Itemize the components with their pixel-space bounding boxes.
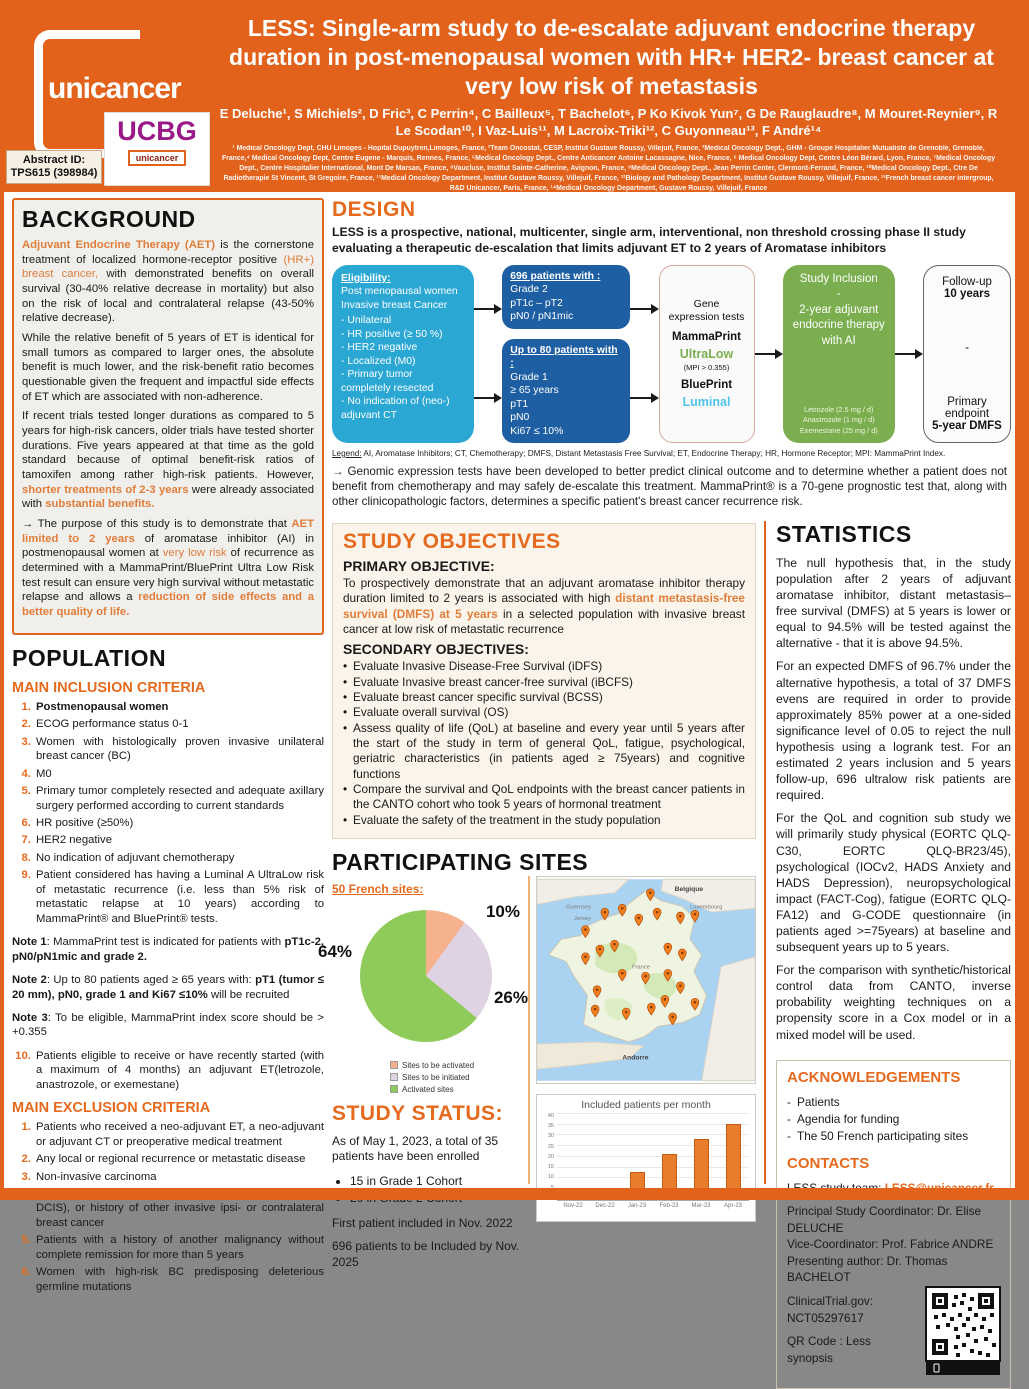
gene-tests-label: Gene expression tests [668,297,745,324]
followup-label: Follow-up [942,275,992,288]
left-column [12,198,325,1293]
map-pin-dot [603,911,606,914]
dash: - [965,341,969,354]
map-pin-dot [621,972,624,975]
list-item: 6. HR positive (≥50%) [34,816,324,830]
study-inclusion-text [792,272,886,350]
bar-chart-bars [557,1113,749,1200]
map-pin-dot [649,891,652,894]
map-pin-dot [694,913,697,916]
unicancer-logo-text: unicancer [48,72,181,105]
statistics-paragraph: For the QoL and cognition sub study we will primarily study physical (EORTC QLQ-C30, EORTC QLQ-BR23/45), psychological (IOCv2, HADS Anxiety and HADS Depression), neuropsychological impact (FACT-Cog), fatigue (EORTC QLQ-FA12) and G-CODE questionnaire (in patients aged >=75years) at baseline and subsequent years up to 5 years. [776,811,1011,955]
map-pin-dot [666,972,669,975]
flow-arrows [630,265,658,443]
design-intro: LESS is a prospective, national, multicenter, single arm, interventional, non threshold crossing phase II study evaluating a therapeutic de-escalation that limits adjuvant ET to 2 years of Aromatase inhibitors [332,225,966,255]
map-pin-dot [664,998,667,1001]
list-item: ≥ 65 years [510,385,559,397]
header [0,0,1029,192]
background-section [12,198,324,635]
legend-swatch [390,1061,398,1069]
followup-duration: 10 years [943,287,991,300]
background-heading: BACKGROUND [22,206,196,232]
map-pin-dot [694,1001,697,1004]
grade1-lines [510,371,622,439]
list-item: - Unilateral [341,315,392,327]
study-objectives-section [332,523,756,839]
flow-grade1-box [502,339,630,444]
eligibility-line: Post menopausal women [341,286,458,298]
study-status-section [332,1102,522,1271]
main-column [318,198,1011,1365]
map-pin-dot [644,975,647,978]
legend-label: Legend: [332,448,362,458]
bar-chart-title: Included patients per month [581,1098,711,1111]
inclusion-criterion-10 [34,1049,324,1092]
content [4,192,1015,1365]
study-status-heading: STUDY STATUS: [332,1101,504,1125]
map-label: France [631,964,650,971]
legend-swatch [390,1085,398,1093]
coordinator-line: Principal Study Coordinator: Dr. Elise DELUCHE [787,1204,982,1235]
list-item: - Localized (M0) [341,355,416,367]
map-pin-dot [681,951,684,954]
list-item: • Evaluate the safety of the treatment in the study population [343,813,745,828]
france-sites-map [536,876,756,1084]
list-item: pT1c – pT2 [510,297,563,309]
map-pin-dot [637,916,640,919]
vice-coordinator-line: Vice-Coordinator: Prof. Fabrice ANDRE [787,1237,994,1252]
population-heading: POPULATION [12,644,167,671]
legend-text: AI, Aromatase Inhibitors; CT, Chemotherapy; DMFS, Distant Metastasis Free Survival; ET, Endocrine Therapy; HR, Hormone Receptor; MPI: MammaPrint Index. [361,448,946,458]
list-item: - No indication of (neo-) adjuvant CT [341,396,450,421]
flow-grade2-box [502,265,630,329]
arrow-right-icon [630,308,651,310]
arrow-right-icon [895,353,916,355]
arrow-right-icon [630,397,651,399]
list-item: 2. Any local or regional recurrence or metastatic disease [34,1152,324,1166]
bar-chart-yaxis: 40 35 30 25 20 15 10 [547,1112,554,1181]
blueprint-label: BluePrint [680,378,733,391]
primary-endpoint-label: Primary endpoint [944,395,990,420]
map-pin-dot [650,1006,653,1009]
list-item: 10. Patients eligible to receive or have recently started (with a maximum of 4 months) an adjuvant ET(letrozole, anastrozole, or exemestane) [34,1049,324,1092]
secondary-objectives-list [343,659,745,828]
sites-row [318,876,756,1269]
list-item: 1. Postmenopausal women [34,700,324,714]
unicancer-logo-notch [126,30,140,39]
list-item: • 15 in Grade 1 Cohort [350,1173,522,1190]
list-item: 8. No indication of adjuvant chemotherapy [34,851,324,865]
participating-sites-heading: PARTICIPATING SITES [332,848,589,875]
ucbg-unicancer-mini-logo: unicancer [128,150,187,166]
poster-title: LESS: Single-arm study to de-escalate adjuvant endocrine therapy duration in post-menopausal women with HR+ HER2- breast cancer at very low risk of metastasis [229,15,994,99]
list-item: 1. Patients who received a neo-adjuvant ET, a neo-adjuvant or adjuvant CT or preoperative medical treatment [34,1120,324,1149]
legend-label: Sites to be activated [402,1060,475,1070]
flow-arrows [895,265,923,443]
list-item: - Patients [787,1094,1000,1111]
grade2-lines [510,283,622,324]
note-2: Note 2: Up to 80 patients aged ≥ 65 years with: pT1 (tumor ≤ 20 mm), pN0, grade 1 and Ki67 ≤10% will be recruited [12,974,324,1001]
genomic-tests-paragraph: → Genomic expression tests have been developed to better predict clinical outcome and to determine whether a patient does not benefit from chemotherapy and may safely de-escalate this treatment. MammaPrint® is a 70-gene prognostic test that, along with other clinicopathologic factors, determines a specific patient's breast cancer recurrence risk. [332,464,1007,508]
poster-frame-right [1015,0,1029,1200]
map-pin-dot [671,1015,674,1018]
inclusion-bar-chart [536,1094,756,1222]
list-item: Ki67 ≤ 10% [510,425,564,437]
study-inclusion-body: 2-year adjuvant endocrine therapy with AI [792,303,885,347]
list-item: 3. Women with histologically proven invasive unilateral breast cancer (BC) [34,735,324,764]
pie-legend-item [390,1085,522,1094]
acknowledgements-list [787,1094,1000,1145]
statistics-paragraph: For the comparison with synthetic/historical control data from CANTO, inverse probability weighting techniques on a propensity score in a Cox model or in a mixed model will be used. [776,963,1011,1042]
flow-eligibility-box [332,265,474,443]
affiliations: ¹ Medical Oncology Dept, CHU Limoges - Hopital Dupuytren,Limoges, France, ²Team Oncostat, CESP, Institut Gustave Roussy, Villejuif, France, ³Medical Oncology Dept., GHM - Groupe Hospitalier Mutualiste de Grenoble, Grenoble, France,⁴ Medical Oncology Dept, Centre Eugene - Marquis, Rennes, France, ⁵Medical Oncology Dept., Centre Anticancer Antoine Lacassagne, Nice, France, ⁶ Medical Oncology Dept, Centre Léon Bérard, Lyon, France, ⁷Medical Oncology Dept., Centre Hospitalier International, Mont De Marsan, France, ⁸Vaucluse, Institut Sainte-Catherine, Avignon, France, ⁹Medical Oncology Dept., Jean Perrin Center, Clermont-Ferrand, France, ¹⁰Medical Oncology Dept., Ctre De Radiotherapie St Vincent, St Gregoire, France, ¹¹Medical Oncology Department, Institut Gustave Roussy, Villejuif, France, ¹²Biology and Pathology Department, Institut Gustave Roussy, Villejuif, France, ¹³French breast cancer intergroup, R&D Unicancer, Paris, France, ¹⁴Medical Oncology Department, Gustave Roussy, Villejuif, France [221,145,996,193]
inclusion-criteria-heading: MAIN INCLUSION CRITERIA [12,679,206,696]
status-target: 696 patients to be Included by Nov. 2025 [332,1239,520,1269]
list-item: • Assess quality of life (QoL) at baseline and every year until 5 years after the start of the study in term of general QoL, fatigue, psychological, geriatric characteristics (in patients aged ≥ 75years) and cognitive functions [343,721,745,782]
pie-legend-item [390,1073,522,1082]
list-item: pN0 [510,412,530,424]
arrow-right-icon [755,353,776,355]
abstract-id [6,150,102,184]
clinicaltrial-label: ClinicalTrial.gov: [787,1294,874,1308]
flow-study-inclusion-box [783,265,895,443]
mpi-threshold: (MPI > 0.355) [683,362,730,372]
exclusion-criteria-heading: MAIN EXCLUSION CRITERIA [12,1100,211,1117]
status-enrolled: As of May 1, 2023, a total of 35 patients have been enrolled [332,1133,499,1164]
flow-cohorts [502,265,630,443]
exclusion-criteria-list [34,1120,324,1294]
poster-frame-left [0,0,4,1200]
middle-column [318,521,756,1269]
ucbg-logo-text: UCBG [117,116,197,146]
qr-caption: QR Code : Less synopsis [787,1334,871,1365]
background-paragraph: Adjuvant Endocrine Therapy (AET) is the cornerstone treatment of localized hormone-receptor positive (HR+) breast cancer, with demonstrated benefits on overall survival (30-40% relative decrease in mortality) but also on the risk of local and contralateral relapse (43-50% relative decrease). [22,239,315,325]
grade1-title: Up to 80 patients with : [510,344,618,370]
primary-objective-heading: PRIMARY OBJECTIVE: [343,557,495,574]
secondary-objectives-heading: SECONDARY OBJECTIVES: [343,641,529,658]
abbreviation-legend [332,449,1011,458]
right-column [764,520,1011,1365]
pie-legend-item [390,1061,522,1070]
qr-code [926,1287,1000,1380]
clinicaltrial-id: NCT05297617 [787,1310,864,1325]
sites-left-column [318,876,528,1269]
list-item: 4. M0 [34,767,324,781]
list-item: Grade 1 [510,371,548,383]
legend-label: Activated sites [402,1084,454,1094]
pie-label-26: 26% [493,987,528,1007]
statistics-heading: STATISTICS [776,520,912,547]
background-paragraph: If recent trials tested longer durations as compared to 5 years for high-risk cancers, older trials have tested shorter durations. Five years appeared at that time as the gold standard because of optimal benefit-risk ratios of tamoxifen among rather high-risk patients. However, shorter treatments of 2-3 years were already associated with substantial benefits. [22,410,314,511]
map-pin-dot [599,947,602,950]
bar-chart-xaxis: Nov-22 Dec-22 Jan-23 Feb-23 Mar-23 Apr-23 [563,1202,742,1209]
map-label: Luxembourg [690,904,723,911]
list-item: 5. Primary tumor completely resected and adequate axillary surgery performed according to current standards [34,784,324,813]
flow-arrows [474,265,502,443]
list-item: • Evaluate overall survival (OS) [343,705,745,720]
map-pin-dot [656,911,659,914]
pie-label-10: 10% [485,901,520,921]
list-item: 6. Women with high-risk BC predisposing deleterious germline mutations [34,1265,324,1294]
eligibility-title: Eligibility: [341,272,391,284]
map-pin-dot [596,988,599,991]
map-pin-dot [679,915,682,918]
eligibility-line: Invasive breast Cancer [341,299,448,311]
background-paragraph: While the relative benefit of 5 years of ET is identical for small tumors as compared to larger ones, the absolute benefit is much lower, and the risk-benefit ratio becomes questionable given the frequent and impactful side effects of ET which are associated with non-adherence. [22,332,314,403]
map-pin-dot [621,907,624,910]
map-label: Belgique [674,885,704,893]
abstract-id-value: TPS615 (398984) [10,167,98,180]
list-item: 5. Patients with a history of another malignancy without complete remission for more than 5 years [34,1233,324,1262]
list-item: - HR positive (≥ 50 %) [341,328,443,340]
ultralow-label: UltraLow [679,346,734,361]
pie-legend [390,1061,522,1094]
abstract-id-label: Abstract ID: [22,154,86,166]
lower-area [318,520,1011,1365]
arrow-right-icon [474,397,495,399]
background-paragraph: → The purpose of this study is to demonstrate that AET limited to 2 years of aromatase inhibitor (AI) in postmenopausal women at very low risk of recurrence as determined with a MammaPrint/BluePrint Ultra Low Risk test result can ensure very high survival without metastatic relapse and allows a reduction of side effects and a better quality of life. [22,518,315,619]
study-inclusion-title: Study Inclusion [799,272,878,285]
list-item: • Evaluate breast cancer specific survival (BCSS) [343,690,745,705]
primary-objective-text: To prospectively demonstrate that an adjuvant aromatase inhibitor therapy duration limited to 2 years is associated with high distant metastasis-free survival (DMFS) at 5 years in a selected population with invasive breast cancer at low risk of metastatic recurrence [343,575,745,636]
map-column [528,876,756,1209]
grade2-title: 696 patients with : [510,270,601,282]
list-item: - HER2 negative [341,342,418,354]
contacts-heading: CONTACTS [787,1154,870,1172]
sites-pie-chart [318,900,528,1058]
eligibility-bullets [341,314,465,422]
map-pin-dot [584,928,587,931]
list-item: - Agendia for funding [787,1111,1000,1128]
authors-line: E Deluche¹, S Michiels², D Fric³, C Perrin⁴, C Bailleux⁵, T Bachelot⁶, P Ko Kivok Yun⁷, G De Rauglaudre⁸, M Mouret-Reynier⁹, R Le Scodan¹⁰, I Vaz-Luis¹¹, M Lacroix-Triki¹², C Guyonneau¹³, F André¹⁴ [219,106,998,139]
list-item: • Evaluate Invasive breast cancer-free survival (iBCFS) [343,675,745,690]
statistics-paragraph: The null hypothesis that, in the study population after 2 years of adjuvant aromatase inhibitor, distant metastasis–free survival (DMFS) at 5 years is lower or equal to 94.5% will be tested against the alternative - that it is above 94.5%. [776,555,1011,651]
luminal-label: Luminal [682,394,731,409]
acknowledgements-heading: ACKNOWLEDGEMENTS [787,1068,961,1086]
statistics-paragraph: For an expected DMFS of 96.7% under the alternative hypothesis, a total of 37 DMFS evens are required in order to provide approximately 85% power at a one-sided significance level of 0.05 to reject the null hypothesis using a logrank test. For an estimated 2 years inclusion and 5 years follow-up, 696 ultralow risk patients are required. [776,659,1011,803]
list-item: 4. DCIS), or history of other invasive ipsi- or contralateral breast cancer [34,1187,324,1230]
flow-arrows [755,265,783,443]
study-objectives-heading: STUDY OBJECTIVES [343,529,561,553]
pie-graphic [360,910,492,1042]
acknowledgements-contacts-box [776,1060,1011,1389]
arrow-right-icon [474,308,495,310]
primary-endpoint-value: 5-year DMFS [932,419,1002,432]
map-label: Guernsey [566,904,592,911]
pie-label-64: 64% [318,941,353,961]
list-item: 2. ECOG performance status 0-1 [34,717,324,731]
inclusion-criteria-list [34,700,324,926]
note-3: Note 3: To be eligible, MammaPrint index score should be > +0.355 [12,1011,324,1039]
french-sites-subtitle: 50 French sites: [332,881,424,896]
map-pin-dot [625,1010,628,1013]
flow-gene-tests-box [659,265,755,443]
map-label: Jersey [573,915,591,922]
design-heading: DESIGN [332,198,416,221]
map-pin-dot [613,943,616,946]
list-item: 7. HER2 negative [34,833,324,847]
mammaprint-label: MammaPrint [671,330,742,343]
design-section [332,198,1011,509]
map-pin-dot [584,955,587,958]
map-pin-dot [594,1008,597,1011]
legend-label: Sites to be initiated [402,1072,470,1082]
list-item: 3. Non-invasive carcinoma [34,1170,324,1184]
contacts-people [787,1203,1000,1286]
status-first-patient: First patient included in Nov. 2022 [332,1215,513,1230]
list-item: Grade 2 [510,284,548,296]
map-pin-dot [679,984,682,987]
statistics-section [776,521,1011,1050]
dash: - [836,288,841,301]
design-flowchart [332,265,1011,443]
ai-drug-doses: Letrozole (2.5 mg / d) Anastrozole (1 mg / d) Exemestane (25 mg / d) [799,405,878,435]
list-item: - The 50 French participating sites [787,1128,1000,1145]
list-item: pN0 / pN1mic [510,311,574,323]
map-pin-dot [666,946,669,949]
list-item: - Primary tumor completely resected [341,369,434,394]
note-1: Note 1: MammaPrint test is indicated for patients with pT1c-2, pN0/pN1mic and grade 2. [12,936,325,963]
list-item: • Compare the survival and QoL endpoints with the breast cancer patients in the CANTO cohort who took 5 years of hormonal treatment [343,782,745,813]
presenting-author-line: Presenting author: Dr. Thomas BACHELOT [787,1253,948,1285]
flow-followup-box [923,265,1011,443]
poster-frame-bottom [0,1188,1029,1200]
map-label: Andorre [622,1054,649,1062]
list-item: 9. Patient considered has having a Luminal A UltraLow risk of metastatic recurrence (i.e. less than 5% risk of metastatic relapse at 10 years) according to MammaPrint® and BluePrint® tests. [34,868,324,926]
legend-swatch [390,1073,398,1081]
list-item: • Evaluate Invasive Disease-Free Survival (iDFS) [343,659,745,674]
list-item: pT1 [510,398,529,410]
ucbg-logo [104,112,210,186]
